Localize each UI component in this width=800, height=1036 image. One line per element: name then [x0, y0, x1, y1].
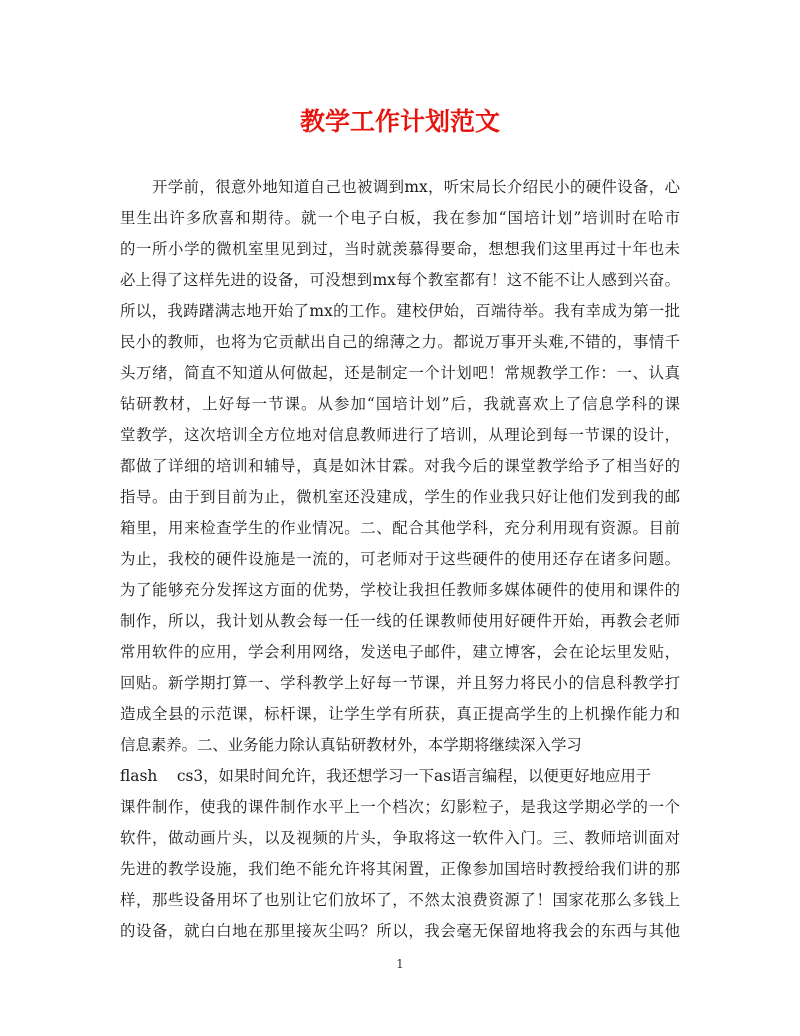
- body-line: 的设备，就白白地在那里接灰尘吗？所以，我会毫无保留地将我会的东西与其他: [120, 922, 680, 940]
- document-title: 教学工作计划范文: [299, 107, 500, 136]
- body-line: 开学前，很意外地知道自己也被调到mx，听宋局长介绍民小的硬件设备，心: [152, 178, 680, 196]
- body-line: 为止，我校的硬件设施是一流的，可老师对于这些硬件的使用还存在诸多问题。: [120, 550, 680, 568]
- body-line: 样，那些设备用坏了也别让它们放坏了，不然太浪费资源了！国家花那么多钱上: [120, 891, 680, 909]
- body-line: 民小的教师，也将为它贡献出自己的绵薄之力。都说万事开头难,不错的，事情千: [120, 333, 680, 351]
- document-body: [120, 172, 680, 947]
- body-line: 课件制作，使我的课件制作水平上一个档次；幻影粒子，是我这学期必学的一个: [120, 798, 680, 816]
- body-line: 信息素养。二、业务能力除认真钻研教材外，本学期将继续深入学习: [120, 736, 582, 754]
- body-line: 制作，所以，我计划从教会每一任一线的任课教师使用好硬件开始，再教会老师: [120, 612, 680, 630]
- body-line: 先进的教学设施，我们绝不能允许将其闲置，正像参加国培时教授给我们讲的那: [120, 860, 680, 878]
- body-line: 都做了详细的培训和辅导，真是如沐甘霖。对我今后的课堂教学给予了相当好的: [120, 457, 680, 475]
- body-line: 堂教学，这次培训全方位地对信息教师进行了培训，从理论到每一节课的设计，: [120, 426, 680, 444]
- body-line: 常用软件的应用，学会利用网络，发送电子邮件，建立博客，会在论坛里发贴，: [120, 643, 680, 661]
- body-line: flash cs3，如果时间允许，我还想学习一下as语言编程，以便更好地应用于: [120, 767, 652, 785]
- body-line: 箱里，用来检查学生的作业情况。二、配合其他学科，充分利用现有资源。目前: [120, 519, 680, 537]
- body-line: 所以，我踌躇满志地开始了mx的工作。建校伊始，百端待举。我有幸成为第一批: [120, 302, 680, 320]
- body-line: 钻研教材，上好每一节课。从参加“国培计划”后，我就喜欢上了信息学科的课: [120, 395, 680, 413]
- body-line: 为了能够充分发挥这方面的优势，学校让我担任教师多媒体硬件的使用和课件的: [120, 581, 680, 599]
- body-line: 必上得了这样先进的设备，可没想到mx每个教室都有！这不能不让人感到兴奋。: [120, 271, 680, 289]
- body-line: 里生出许多欣喜和期待。就一个电子白板，我在参加“国培计划”培训时在哈市: [120, 209, 680, 227]
- body-line: 指导。由于到目前为止，微机室还没建成，学生的作业我只好让他们发到我的邮: [120, 488, 680, 506]
- body-line: 造成全县的示范课，标杆课，让学生学有所获，真正提高学生的上机操作能力和: [120, 705, 680, 723]
- body-line: 回贴。新学期打算一、学科教学上好每一节课，并且努力将民小的信息科教学打: [120, 674, 680, 692]
- body-line: 头万绪，简直不知道从何做起，还是制定一个计划吧！常规教学工作：一、认真: [120, 364, 680, 382]
- body-line: 软件，做动画片头，以及视频的片头，争取将这一软件入门。三、教师培训面对: [120, 829, 680, 847]
- page-number: 1: [396, 957, 404, 971]
- body-line: 的一所小学的微机室里见到过，当时就羡慕得要命，想想我们这里再过十年也未: [120, 240, 680, 258]
